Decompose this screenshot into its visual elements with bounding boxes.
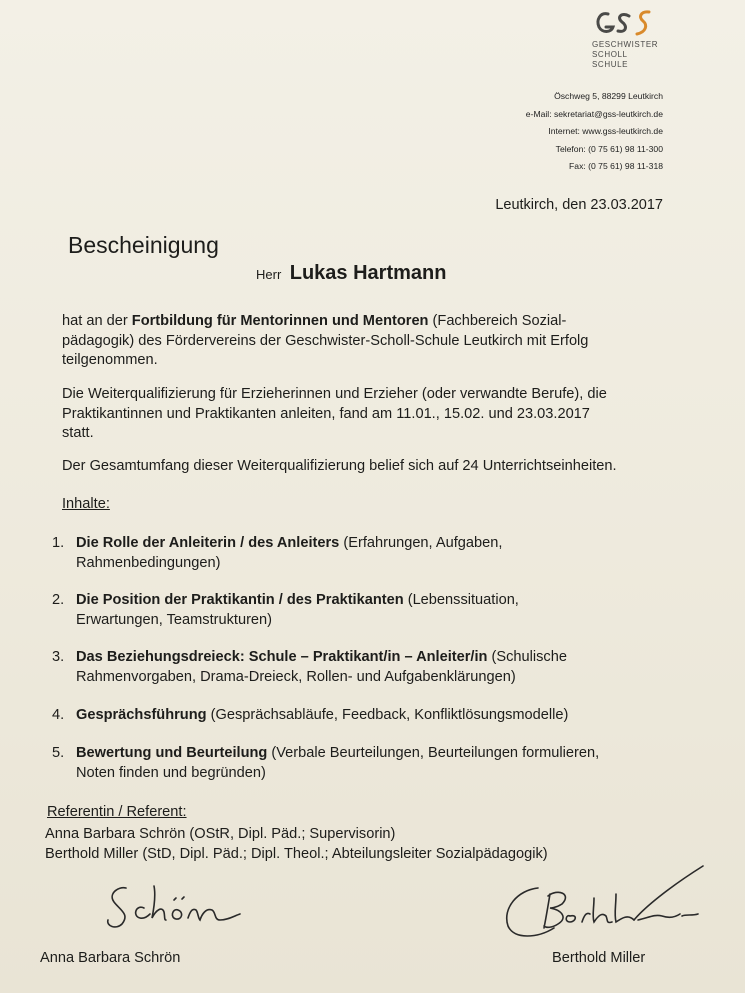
item-detail: (Schulische <box>487 649 567 665</box>
address: Öschweg 5, 88299 Leutkirch <box>554 91 663 101</box>
gss-logo-icon <box>594 8 658 38</box>
text-fragment: (Fachbereich Sozial- <box>428 313 567 329</box>
text-fragment: pädagogik) des Fördervereins der Geschwister-Scholl-Schule Leutkirch mit Erfolg <box>62 332 589 349</box>
item-detail: (Verbale Beurteilungen, Beurteilungen formulieren, <box>267 745 600 761</box>
recipient-name: Lukas Hartmann <box>289 262 447 284</box>
signature-name-left: Anna Barbara Schrön <box>40 950 181 966</box>
date-line: Leutkirch, den 23.03.2017 <box>495 197 663 213</box>
item-detail: (Lebenssituation, <box>403 592 519 608</box>
item-detail: Erwartungen, Teamstrukturen) <box>76 611 273 628</box>
item-title: Bewertung und Beurteilung <box>76 745 268 761</box>
phone: Telefon: (0 75 61) 98 11-300 <box>555 143 663 154</box>
logo-line: SCHOLL <box>592 50 628 59</box>
paragraph-scope: Der Gesamtumfang dieser Weiterqualifizierung belief sich auf 24 Unterrichtseinheiten. <box>62 458 617 474</box>
text-fragment: Die Weiterqualifizierung für Erzieherinnen und Erzieher (oder verwandte Berufe), die <box>62 386 607 402</box>
referent-line: Anna Barbara Schrön (OStR, Dipl. Päd.; Supervisorin) <box>45 826 396 842</box>
internet: Internet: www.gss-leutkirch.de <box>548 126 663 137</box>
paragraph-participation <box>62 312 682 371</box>
list-item <box>52 534 702 573</box>
item-number: 2. <box>52 592 65 608</box>
item-title: Gesprächsführung <box>76 707 207 723</box>
item-number: 4. <box>52 707 65 723</box>
course-name: Fortbildung für Mentorinnen und Mentoren <box>131 313 429 329</box>
logo-line: SCHULE <box>592 60 629 69</box>
recipient <box>256 262 446 285</box>
referents-heading: Referentin / Referent: <box>47 804 187 820</box>
list-item <box>52 648 702 687</box>
item-title: Die Rolle der Anleiterin / des Anleiters <box>76 535 340 551</box>
referent-line: Berthold Miller (StD, Dipl. Päd.; Dipl. Theol.; Abteilungsleiter Sozialpädagogik) <box>45 846 548 862</box>
item-title: Die Position der Praktikantin / des Praktikanten <box>76 592 404 608</box>
list-item <box>52 744 702 783</box>
item-detail: (Erfahrungen, Aufgaben, <box>339 535 503 551</box>
email: e-Mail: sekretariat@gss-leutkirch.de <box>525 108 663 119</box>
item-number: 1. <box>52 535 65 551</box>
list-item <box>52 591 702 630</box>
item-number: 5. <box>52 745 65 761</box>
paragraph-dates <box>62 385 682 444</box>
text-fragment: teilgenommen. <box>62 352 158 368</box>
recipient-salutation: Herr <box>256 267 282 282</box>
contents-heading: Inhalte: <box>62 496 110 512</box>
text-fragment: statt. <box>62 425 94 441</box>
document-title: Bescheinigung <box>68 232 219 258</box>
signature-right-icon <box>498 858 718 948</box>
list-item <box>52 706 702 726</box>
text-fragment: hat an der <box>62 313 132 329</box>
item-detail: (Gesprächsabläufe, Feedback, Konfliktlösungsmodelle) <box>206 707 569 723</box>
school-logo <box>592 8 672 70</box>
item-number: 3. <box>52 649 65 665</box>
item-detail: Rahmenbedingungen) <box>76 554 221 571</box>
signature-left-icon <box>100 876 250 936</box>
signature-name-right: Berthold Miller <box>552 950 646 966</box>
item-detail: Rahmenvorgaben, Drama-Dreieck, Rollen- und Aufgabenklärungen) <box>76 668 516 685</box>
logo-text <box>592 40 672 70</box>
text-fragment: Praktikantinnen und Praktikanten anleiten, fand am 11.01., 15.02. und 23.03.2017 <box>62 405 590 422</box>
contact-block <box>526 88 663 176</box>
logo-line: GESCHWISTER <box>592 40 659 49</box>
item-title: Das Beziehungsdreieck: Schule – Praktikant/in – Anleiter/in <box>76 649 488 665</box>
item-detail: Noten finden und begründen) <box>76 764 266 781</box>
fax: Fax: (0 75 61) 98 11-318 <box>569 161 663 172</box>
